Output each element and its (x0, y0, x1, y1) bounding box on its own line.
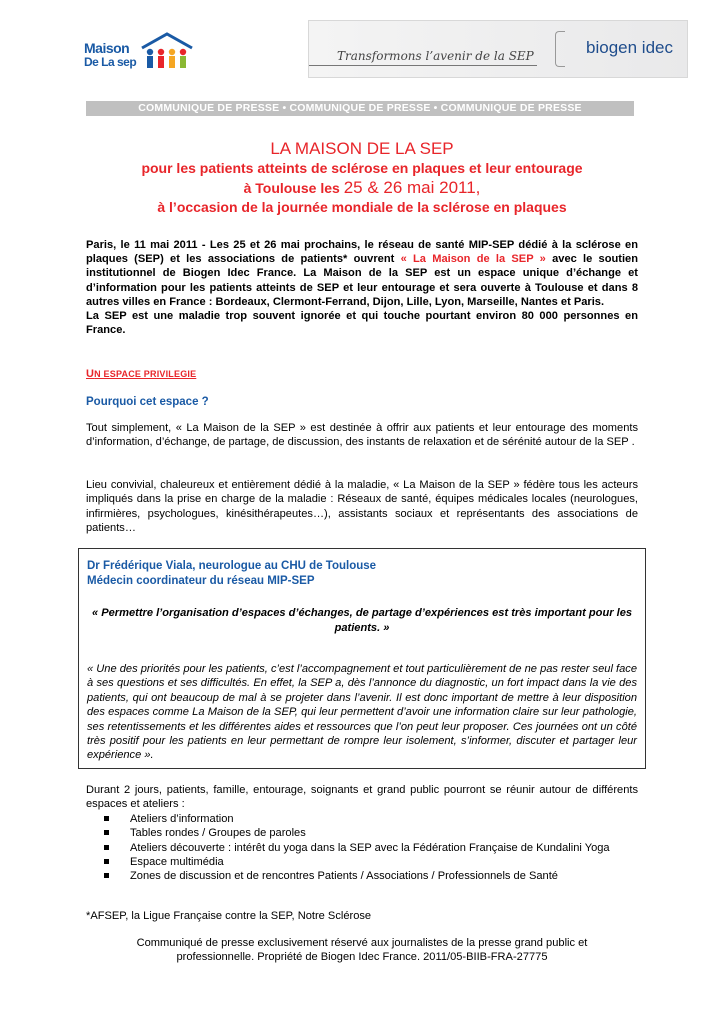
section-subheading: Pourquoi cet espace ? (86, 396, 209, 408)
list-item (104, 826, 638, 840)
title-date: 25 & 26 mai 2011, (343, 178, 481, 197)
bullet-icon (104, 873, 109, 878)
title-line-3a: à Toulouse les (243, 180, 344, 196)
title-block (86, 139, 638, 217)
title-line-2: pour les patients atteints de sclérose en plaques et leur entourage (141, 160, 583, 176)
interviewee-name: Dr Frédérique Viala, neurologue au CHU de Toulouse (87, 560, 377, 572)
slogan-underline (309, 65, 537, 66)
section-heading-rest: N ESPACE PRIVILEGIE (94, 369, 197, 379)
slogan: Transformons l’avenir de la SEP (337, 49, 534, 63)
interview-box (78, 548, 646, 769)
footer-line-2: professionnelle. Propriété de Biogen Idec France. 2011/05-BIIB-FRA-27775 (176, 951, 548, 964)
logo-text-line1: Maison (84, 40, 130, 56)
lead-highlight: « La Maison de la SEP » (400, 253, 546, 266)
bullet-icon (104, 859, 109, 864)
bullet-icon (104, 830, 109, 835)
paragraph-1: Tout simplement, « La Maison de la SEP » est destinée à offrir aux patients et leur entourage des moments d’information, d’échange, de partage, de discussion, des instants de relaxation et de sérénité autour de la SEP . (86, 422, 638, 449)
pull-quote: « Permettre l’organisation d’espaces d’échanges, de partage d’expériences est très important pour les patients. » (91, 607, 633, 634)
bullet-icon (104, 845, 109, 850)
bullet-icon (104, 816, 109, 821)
bracket-decoration (555, 31, 565, 67)
logo-text-line2: De La sep (84, 55, 137, 69)
list-item-text: Tables rondes / Groupes de paroles (130, 827, 306, 840)
lead-part3: La SEP est une maladie trop souvent ignorée et qui touche pourtant environ 80 000 personnes en France. (86, 310, 638, 337)
list-item (104, 869, 638, 883)
paragraph-2: Lieu convivial, chaleureux et entièrement dédié à la maladie, « La Maison de la SEP » fédère tous les acteurs impliqués dans la prise en charge de la maladie : Réseaux de santé, équipes médicales locales (neurologues, infirmières, psychologues, kinésithérapeutes…), assistants sociaux et représentants des associations de patients… (86, 479, 638, 534)
footnote: *AFSEP, la Ligue Française contre la SEP, Notre Sclérose (86, 910, 372, 922)
maison-de-la-sep-logo (76, 24, 200, 74)
paragraph-3: Durant 2 jours, patients, famille, entourage, soignants et grand public pourront se réunir autour de différents espaces et ateliers : (86, 784, 638, 811)
list-item (104, 841, 638, 855)
footer (86, 936, 638, 965)
main-title: LA MAISON DE LA SEP (270, 139, 454, 158)
footer-line-1: Communiqué de presse exclusivement réservé aux journalistes de la presse grand public et (136, 937, 588, 949)
title-line-3 (86, 178, 638, 198)
biogen-idec-logo: biogen idec (586, 38, 673, 57)
lead-paragraph (86, 238, 638, 337)
list-item-text: Ateliers d’information (130, 813, 234, 825)
press-release-bar: COMMUNIQUE DE PRESSE • COMMUNIQUE DE PRESSE • COMMUNIQUE DE PRESSE (86, 101, 634, 116)
lead-part2: avec le soutien institutionnel de Biogen Idec France. La Maison de la SEP est un espace unique d’échange et d’information pour les patients atteints de SEP et leur entourage et sera ouverte à Toulouse et dans 8 autres villes en France : Bordeaux, Clermont-Ferrand, Dijon, Lille, Lyon, Marseille, Nantes et Paris. (86, 253, 639, 308)
house-family-icon (138, 32, 196, 72)
biogen-banner (308, 20, 688, 78)
list-item (104, 855, 638, 869)
list-item (104, 812, 638, 826)
section-heading-cap: U (86, 368, 95, 380)
list-item-text: Ateliers découverte : intérêt du yoga dans la SEP avec la Fédération Française de Kundalini Yoga (130, 841, 610, 854)
list-item-text: Espace multimédia (130, 855, 224, 868)
activities-list (104, 812, 638, 883)
title-line-4: à l’occasion de la journée mondiale de la sclérose en plaques (157, 199, 567, 215)
interviewee-role: Médecin coordinateur du réseau MIP-SEP (87, 574, 315, 587)
header (76, 20, 688, 80)
interview-body: « Une des priorités pour les patients, c’est l’accompagnement et tout particulièrement de ne pas rester seul face à ses questions et ses difficultés. En effet, la SEP a, dès l’annonce du diagnostic, un fort impact dans la vie des patients, qui ont beaucoup de mal à se projeter dans l’avenir. Il est donc important de mettre à leur disposition des espaces comme La Maison de la SEP, qui leur permettent d’avoir une information claire sur leur pathologie, ses retentissements et les différentes aides et ressources que l’on peut leur proposer. Ces journées ont un côté très positif pour les patients en leur permettant de rompre leur isolement, s’informer, discuter et partager leur expérience ». (87, 663, 637, 762)
lead-part1: Paris, le 11 mai 2011 - Les 25 et 26 mai prochains, le réseau de santé MIP-SEP dédié à la sclérose en plaques (SEP) et les associations de patients* ouvrent (86, 239, 638, 266)
list-item-text: Zones de discussion et de rencontres Patients / Associations / Professionnels de Santé (130, 870, 558, 883)
section-heading (86, 368, 196, 380)
